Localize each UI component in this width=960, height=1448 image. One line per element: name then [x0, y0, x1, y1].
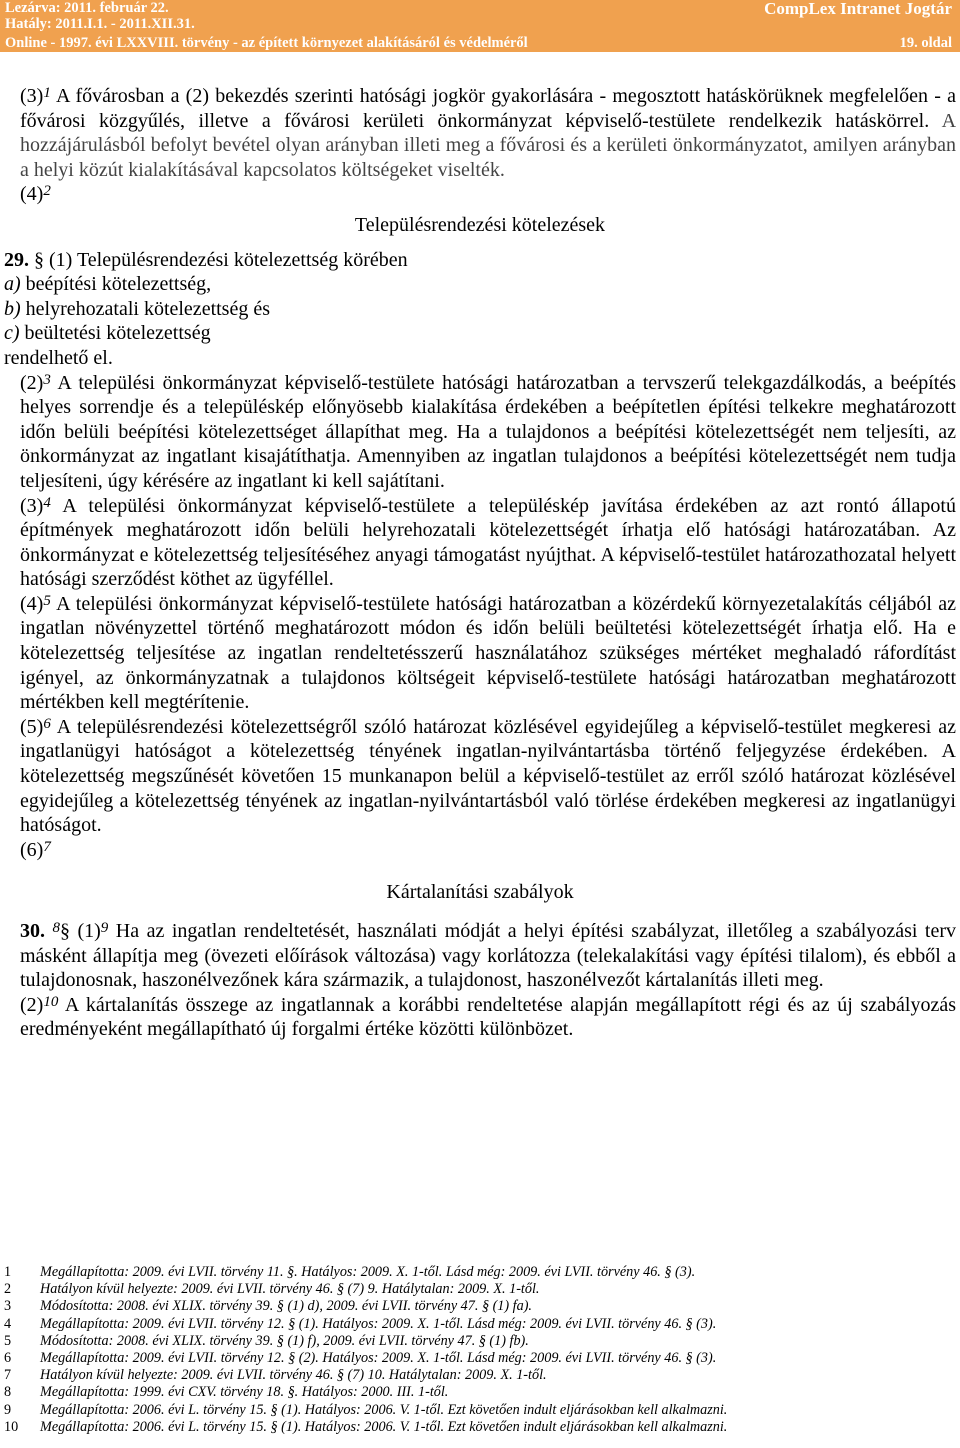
list-item: a) beépítési kötelezettség, — [4, 273, 212, 296]
page-header — [0, 0, 960, 52]
paragraph-29-3: $(3)^4$ A települési önkormányzat képviselő-testülete a településkép javítása érdekében az azt rontó állapotú építmények meghatározott időn belüli helyrehozatali kötelezettségét írhatja elő hatósági határozatában. Az önkormányzat e kötelezettség teljesítéséhez anyagi támogatást nyújthat. A képviselő-testület határozathozatal helyett hatósági szerződést köthet az ügyféllel. — [20, 494, 956, 591]
validity-range: Hatály: 2011.I.1. - 2011.XII.31. — [5, 16, 195, 32]
footnote: 2 Hatályon kívül helyezte: 2009. évi LVII. törvény 46. § (7) 9. Hatálytalan: 2009. X. 1-től. — [4, 1281, 540, 1298]
footnote: 4 Megállapította: 2009. évi LVII. törvény 12. § (1). Hatályos: 2009. X. 1-től. Lásd még: 2009. évi LVII. törvény 46. § (3). — [4, 1315, 717, 1332]
brand-title: CompLex Intranet Jogtár — [764, 0, 952, 18]
header-row-3 — [5, 35, 952, 52]
footnote-ref[interactable]: 5 — [43, 592, 51, 609]
paragraph-29-2: $(2)^3$ A települési önkormányzat képviselő-testülete hatósági határozatban a tervszerű telekgazdálkodás, a beépítés helyes sorrendje és a településkép előnyösebb kialakítása érdekében a beépítetlen építési telkekre meghatározott időn belüli beépítési kötelezettséget állapíthat meg. Ha a tulajdonos a beépítési kötelezettségét nem teljesíti, az önkormányzat az ingatlant kisajátíthatja. Amennyiben az ingatlan tulajdonos a beépítési kötelezettségét nem tudja teljesíteni, úgy kérésére az ingatlant ki kell sajátítani. — [20, 371, 956, 492]
footnote: 3 Módosította: 2008. évi XLIX. törvény 39. § (1) d), 2009. évi LVII. törvény 47. § (1) fa). — [4, 1298, 532, 1315]
header-row-2 — [5, 16, 952, 33]
footnote: 9 Megállapította: 2006. évi L. törvény 15. § (1). Hatályos: 2006. V. 1-től. Ezt követően indult eljárásokban kell alkalmazni. — [4, 1401, 728, 1418]
footnote-ref[interactable]: 6 — [43, 715, 51, 732]
paragraph-28-3: $(3)^1$ A fővárosban a (2) bekezdés szerinti hatósági jogkör gyakorlására - megosztott hatáskörüknek megfelelően - a fővárosi közgyűlés, illetve a fővárosi kerületi önkormányzat képviselő-testülete rendelkezik hatáskörrel. A hozzájárulásból befolyt bevétel olyan arányban illeti meg a fővárosi és a kerületi önkormányzatot, amilyen arányban a helyi közút kialakításával kapcsolatos költségeket viselték. — [20, 85, 957, 181]
paragraph-29-5: $(5)^6$ A településrendezési kötelezettségről szóló határozat közlésével egyidejűleg a képviselő-testület megkeresi az ingatlanügyi hatóságot a kötelezettség tényének ingatlan-nyilvántartásba történő feljegyzése érdekében. A kötelezettség megszűnését követően 15 munkanapon belül a képviselő-testület az erről szóló határozat közlésével egyidejűleg a kötelezettség tényének az ingatlan-nyilvántartásból való törlése érdekében megkeresi az ingatlanügyi hatóságot. — [20, 715, 957, 837]
page-number: 19. oldal — [899, 35, 952, 51]
footnote-ref[interactable]: 8 — [52, 920, 60, 936]
footnote: 8 Megállapította: 1999. évi CXV. törvény 18. §. Hatályos: 2000. III. 1-től. — [4, 1384, 449, 1401]
paragraph-28-4: $(4)^2$ — [20, 183, 51, 206]
list-item: c) beültetési kötelezettség — [4, 322, 211, 345]
footnote: 6 Megállapította: 2009. évi LVII. törvény 12. § (2). Hatályos: 2009. X. 1-től. Lásd még: 2009. évi LVII. törvény 46. § (3). — [4, 1350, 717, 1367]
paragraph-29-6: $(6)^7$ — [20, 838, 51, 861]
header-row-1 — [5, 0, 952, 17]
footnote: 5 Módosította: 2008. évi XLIX. törvény 39. § (1) f), 2009. évi LVII. törvény 47. § (1) fb). — [4, 1332, 529, 1349]
paragraph-30-2: $(2)^{10}$ A kártalanítás összege az ingatlannak a korábbi rendeltetése alapján megállapított régi és az új szabályozás eredményeként megállapítható új forgalmi értéke közötti különbözet. — [20, 993, 956, 1041]
footnote-ref[interactable]: 4 — [43, 494, 51, 511]
list-item: b) helyrehozatali kötelezettség és — [4, 297, 270, 320]
list-end: rendelhető el. — [4, 346, 113, 369]
footnote-ref[interactable]: 9 — [100, 920, 109, 936]
footnote-ref[interactable]: 2 — [43, 183, 51, 200]
footnotes — [4, 1264, 956, 1436]
footnote-ref[interactable]: 1 — [43, 85, 51, 101]
document-body — [4, 84, 956, 1042]
closed-date: Lezárva: 2011. február 22. — [5, 0, 169, 16]
footnote: 1 Megállapította: 2009. évi LVII. törvény 11. §. Hatályos: 2009. X. 1-től. Lásd még: 2009. évi LVII. törvény 46. § (3). — [4, 1264, 696, 1280]
paragraph-29-4: $(4)^5$ A települési önkormányzat képviselő-testülete hatósági határozatban a közérdekű környezetalakítás céljából az ingatlan növényzettel történő meghatározott módon és időn belüli beültetési kötelezettségét írhatja elő. Ha e kötelezettség teljesítése az ingatlan rendeltetésszerű használatához szükséges mértéket meghaladó ráfordítást igényel, az önkormányzatnak a tulajdonos költségeit képviselő-testülete hatósági határozatban meghatározott mértékben kell megtérítenie. — [20, 592, 956, 714]
footnote: 7 Hatályon kívül helyezte: 2009. évi LVII. törvény 46. § (7) 10. Hatálytalan: 2009. X. 1-től. — [4, 1367, 547, 1384]
footnote: 10 Megállapította: 2006. évi L. törvény 15. § (1). Hatályos: 2006. V. 1-től. Ezt követően indult eljárásokban kell alkalmazni. — [4, 1418, 728, 1435]
footnote-ref[interactable]: 3 — [43, 371, 51, 388]
section-heading: Településrendezési kötelezések — [354, 213, 606, 236]
footnote-ref[interactable]: 10 — [43, 993, 59, 1010]
section-29-intro: 29. § (1) Településrendezési kötelezettség körében — [4, 248, 408, 271]
footnote-ref[interactable]: 7 — [43, 838, 51, 855]
section-heading: Kártalanítási szabályok — [386, 881, 574, 904]
law-title: Online - 1997. évi LXXVIII. törvény - az épített környezet alakításáról és védelméről — [5, 35, 528, 51]
paragraph-30-1: 30. $^8$§ $(1)^9$ Ha az ingatlan rendeltetését, használati módját a helyi építési szabályzat, illetőleg a szabályozási terv másként állapítja meg (övezeti előírások változása) vagy korlátozza (telekalakítási vagy építési tilalom), és ebből a tulajdonosnak, haszonélvezőnek kára származik, a tulajdonost, haszonélvezőt kártalanítás illeti meg. — [20, 920, 957, 992]
